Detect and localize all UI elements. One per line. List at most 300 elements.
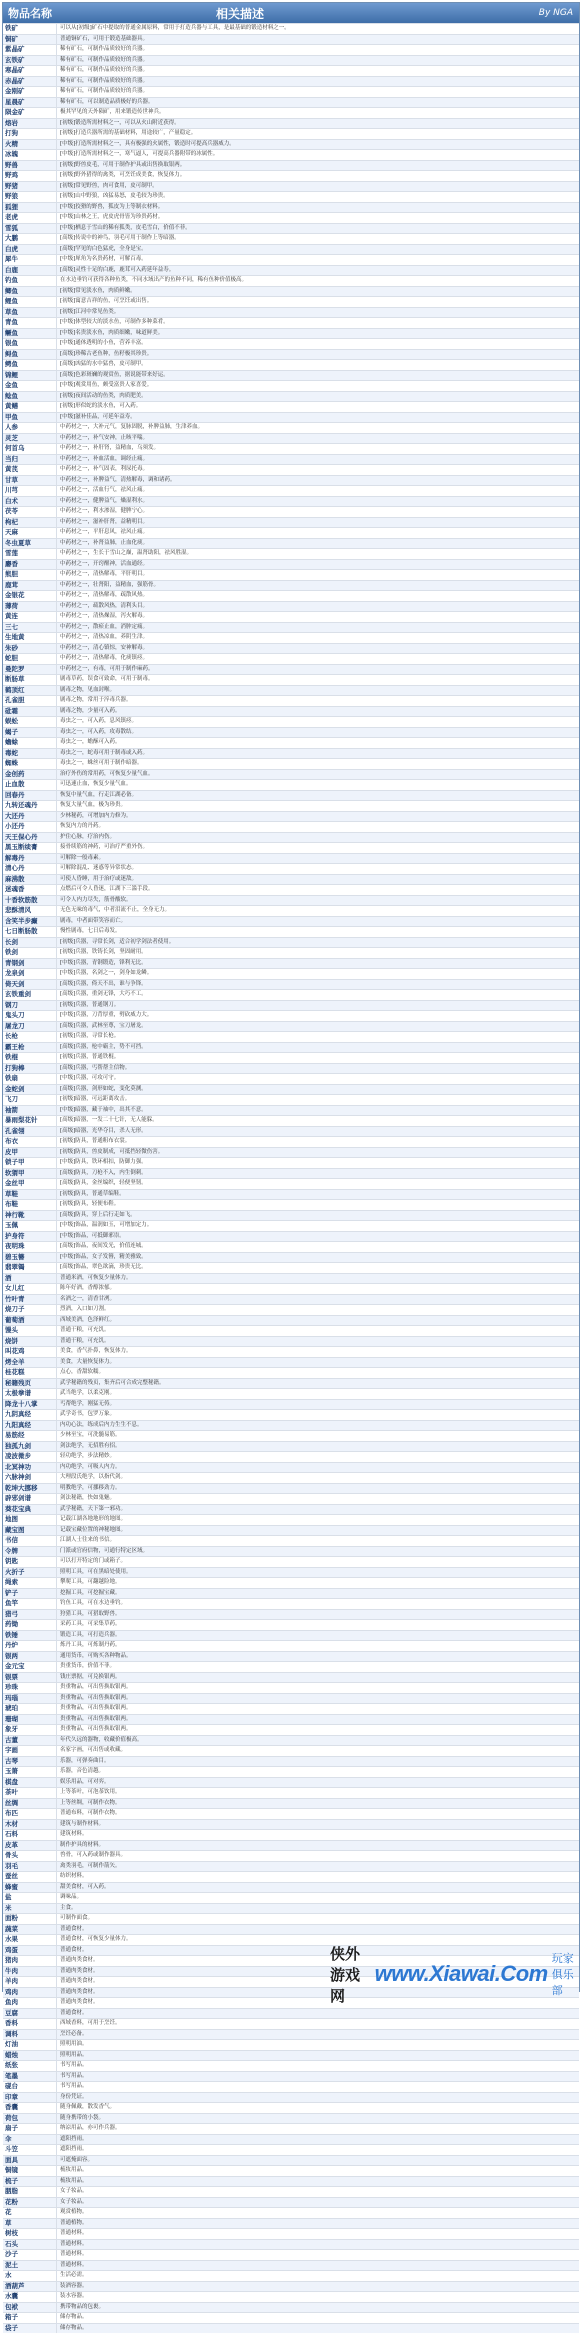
table-row xyxy=(3,506,579,517)
table-row xyxy=(3,1010,579,1021)
table-row xyxy=(3,1262,579,1273)
item-description: [初级]兵器，普通铁棍。 xyxy=(57,1053,579,1063)
item-name: 铁锤 xyxy=(3,1631,57,1641)
item-description: 可迅速止血，恢复少量气血。 xyxy=(57,780,579,790)
table-row xyxy=(3,1777,579,1788)
table-row xyxy=(3,1609,579,1620)
table-row xyxy=(3,1042,579,1053)
item-name: 金刚矿 xyxy=(3,87,57,97)
item-name: 蟾蜍 xyxy=(3,738,57,748)
table-row xyxy=(3,1231,579,1242)
table-row xyxy=(3,1525,579,1536)
table-row xyxy=(3,1178,579,1189)
item-description: 剑法绝学，无招胜有招。 xyxy=(57,1442,579,1452)
item-name: 银鱼 xyxy=(3,339,57,349)
item-name: 树枝 xyxy=(3,2229,57,2239)
item-description: [初级]形似蛇的淡水鱼，可入药。 xyxy=(57,402,579,412)
item-description: 钱庄票据，可兑换银两。 xyxy=(57,1673,579,1683)
item-name: 孔雀翎 xyxy=(3,1127,57,1137)
item-description: 在水边垂钓可获得各种鱼类，不同水域出产的鱼种不同，稀有鱼种价值极高。 xyxy=(57,276,579,286)
item-name: 辟邪剑谱 xyxy=(3,1494,57,1504)
item-description: 普通食材，可恢复少量体力。 xyxy=(57,1935,579,1945)
item-name: 星晨矿 xyxy=(3,98,57,108)
item-name: 鲶鱼 xyxy=(3,392,57,402)
item-name: 龙泉剑 xyxy=(3,969,57,979)
item-description: 剧毒，中者面带笑容而亡。 xyxy=(57,917,579,927)
item-description: [中级]兵器，青钢锻造，锋利无比。 xyxy=(57,959,579,969)
item-name: 绳索 xyxy=(3,1578,57,1588)
item-name: 鱼肉 xyxy=(3,1998,57,2008)
item-description: [高级]兵器，武林至尊，宝刀屠龙。 xyxy=(57,1022,579,1032)
item-name: 调料 xyxy=(3,2030,57,2040)
item-name: 麝香 xyxy=(3,560,57,570)
item-name: 朱砂 xyxy=(3,644,57,654)
item-name: 叫花鸡 xyxy=(3,1347,57,1357)
table-row xyxy=(3,1378,579,1389)
table-row xyxy=(3,1399,579,1410)
item-description: [中级]通体透明的小鱼，营养丰富。 xyxy=(57,339,579,349)
table-row xyxy=(3,811,579,822)
table-row xyxy=(3,1346,579,1357)
table-row xyxy=(3,44,579,55)
item-name: 天王保心丹 xyxy=(3,833,57,843)
table-row xyxy=(3,380,579,391)
item-name: 钥匙 xyxy=(3,1557,57,1567)
item-description: [高级]珍稀古老鱼种，鱼籽极其珍贵。 xyxy=(57,350,579,360)
item-description: 接骨续筋的神药，可治疗严重外伤。 xyxy=(57,843,579,853)
table-row xyxy=(3,622,579,633)
item-description: 中药材之一，清心镇惊，安神解毒。 xyxy=(57,644,579,654)
item-description: 中药材之一，生长于雪山之巅，温肾助阳，祛风胜湿。 xyxy=(57,549,579,559)
item-name: 甘草 xyxy=(3,476,57,486)
table-row xyxy=(3,1493,579,1504)
table-row xyxy=(3,338,579,349)
item-description: 贵重货币，价值不菲。 xyxy=(57,1662,579,1672)
table-row xyxy=(3,2312,579,2323)
item-description: 普通干粮，可充饥。 xyxy=(57,1337,579,1347)
item-name: 川芎 xyxy=(3,486,57,496)
item-name: 茶叶 xyxy=(3,1788,57,1798)
item-description: 中药材之一，清热解毒，化痰镇痉。 xyxy=(57,654,579,664)
table-row xyxy=(3,55,579,66)
item-description: 中药材之一，活血行气，祛风止痛。 xyxy=(57,486,579,496)
item-description: 剧毒草药，误食可致命，可用于制毒。 xyxy=(57,675,579,685)
item-description: 随身佩戴，散发香气。 xyxy=(57,2103,579,2113)
item-name: 铜镜 xyxy=(3,2166,57,2176)
item-name: 灵芝 xyxy=(3,434,57,444)
item-name: 银两 xyxy=(3,1652,57,1662)
item-name: 软猬甲 xyxy=(3,1169,57,1179)
item-description: 储存物品。 xyxy=(57,2324,579,2333)
item-description: [初级]防具，普通粗布衣裳。 xyxy=(57,1137,579,1147)
item-description: 普通干粮，可充饥。 xyxy=(57,1326,579,1336)
item-name: 玉箫 xyxy=(3,1767,57,1777)
item-description: 可令人内力尽失，筋骨酸软。 xyxy=(57,896,579,906)
item-name: 胭脂 xyxy=(3,2187,57,2197)
item-description: [高级]防具，金丝编织，轻便坚韧。 xyxy=(57,1179,579,1189)
item-name: 药锄 xyxy=(3,1620,57,1630)
item-description: 内功绝学，可吸人内力。 xyxy=(57,1463,579,1473)
item-name: 甲鱼 xyxy=(3,413,57,423)
item-name: 大还丹 xyxy=(3,812,57,822)
item-description: [高级]兵器，枪中霸主，势不可挡。 xyxy=(57,1043,579,1053)
item-name: 铜矿 xyxy=(3,35,57,45)
table-row xyxy=(3,1997,579,2008)
table-row xyxy=(3,1892,579,1903)
table-row xyxy=(3,370,579,381)
item-description: 中药材之一，壮肾阳，益精血，强筋骨。 xyxy=(57,581,579,591)
item-description: 装酒容器。 xyxy=(57,2282,579,2292)
item-description: [初级]寓意吉祥的鱼，可烹饪或出售。 xyxy=(57,297,579,307)
item-name: 金蛇剑 xyxy=(3,1085,57,1095)
item-description: [中级]兵器，刀背厚重，劈砍威力大。 xyxy=(57,1011,579,1021)
item-name: 老虎 xyxy=(3,213,57,223)
item-name: 钢刀 xyxy=(3,1001,57,1011)
table-row xyxy=(3,832,579,843)
table-row xyxy=(3,170,579,181)
item-description: 上等丝绸，可制作衣物。 xyxy=(57,1799,579,1809)
item-description: 护住心脉，疗治内伤。 xyxy=(57,833,579,843)
item-description: [初级]野兽皮毛，可用于制作护具或出售换取银两。 xyxy=(57,161,579,171)
item-description: 极其罕见的天外陨矿，用来锻造传世神兵。 xyxy=(57,108,579,118)
table-row xyxy=(3,97,579,108)
table-row xyxy=(3,317,579,328)
item-name: 酒 xyxy=(3,1274,57,1284)
table-row xyxy=(3,1861,579,1872)
item-description: 记载江湖各地地形的地图。 xyxy=(57,1515,579,1525)
item-name: 屠龙刀 xyxy=(3,1022,57,1032)
item-name: 鱼竿 xyxy=(3,1599,57,1609)
item-name: 蜡烛 xyxy=(3,2051,57,2061)
table-row xyxy=(3,1567,579,1578)
item-description: 锻造工具，可打造兵器。 xyxy=(57,1631,579,1641)
table-row xyxy=(3,1714,579,1725)
item-name: 酒葫芦 xyxy=(3,2282,57,2292)
table-row xyxy=(3,76,579,87)
item-name: 青鱼 xyxy=(3,318,57,328)
item-description: [中级]名贵淡水鱼，肉质细嫩，味道鲜美。 xyxy=(57,329,579,339)
item-description: [初级]防具，普通草编鞋。 xyxy=(57,1190,579,1200)
table-row xyxy=(3,454,579,465)
table-row xyxy=(3,1661,579,1672)
item-name: 碧玉簪 xyxy=(3,1253,57,1263)
table-row xyxy=(3,2123,579,2134)
item-description: 女子妆品。 xyxy=(57,2198,579,2208)
table-row xyxy=(3,1094,579,1105)
column-header-name: 物品名称 xyxy=(3,5,57,21)
item-name: 鲤鱼 xyxy=(3,297,57,307)
table-row xyxy=(3,769,579,780)
item-description: 贵重物品，可出售换取银两。 xyxy=(57,1704,579,1714)
item-description: [高级]饰品，翠色欲滴，珍贵无比。 xyxy=(57,1263,579,1273)
item-description: 毒虫之一，蛛丝可用于制作暗器。 xyxy=(57,759,579,769)
table-row xyxy=(3,2197,579,2208)
item-name: 玉佩 xyxy=(3,1221,57,1231)
item-description: [初级]常见淡水鱼，肉质鲜嫩。 xyxy=(57,287,579,297)
table-row xyxy=(3,884,579,895)
item-name: 荷包 xyxy=(3,2114,57,2124)
table-row xyxy=(3,1304,579,1315)
item-name: 丝绸 xyxy=(3,1799,57,1809)
item-name: 北冥神功 xyxy=(3,1463,57,1473)
item-description: 毒虫之一，蟾酥可入药。 xyxy=(57,738,579,748)
item-description: 恢复大量气血，极为珍贵。 xyxy=(57,801,579,811)
item-description: 贵重物品，可出售换取银两。 xyxy=(57,1725,579,1735)
item-name: 鲫鱼 xyxy=(3,287,57,297)
item-description: [中级]饰品，温润如玉，可增加定力。 xyxy=(57,1221,579,1231)
watermark-tag: 玩家俱乐部 xyxy=(552,1950,580,1998)
table-row xyxy=(3,979,579,990)
item-description: [中级]打造所需材料之一，具有极强的火属性，锻造时可提高兵器威力。 xyxy=(57,140,579,150)
item-description: 中药材之一，清热解毒，疏散风热。 xyxy=(57,591,579,601)
table-row xyxy=(3,895,579,906)
item-description: [高级]传说中的神鸟，羽毛可用于制作上等暗器。 xyxy=(57,234,579,244)
table-row xyxy=(3,107,579,118)
item-name: 清心丹 xyxy=(3,864,57,874)
item-description: 储存物品。 xyxy=(57,2313,579,2323)
item-name: 石头 xyxy=(3,2240,57,2250)
item-name: 七日断肠散 xyxy=(3,927,57,937)
item-description: 书写用品。 xyxy=(57,2061,579,2071)
item-name: 烧饼 xyxy=(3,1337,57,1347)
item-name: 断肠草 xyxy=(3,675,57,685)
table-row xyxy=(3,286,579,297)
item-description: 剧毒之物，常用于淬毒兵器。 xyxy=(57,696,579,706)
table-row xyxy=(3,1073,579,1084)
table-row xyxy=(3,1210,579,1221)
item-name: 黄芪 xyxy=(3,465,57,475)
item-name: 雪莲 xyxy=(3,549,57,559)
item-description: 中药材之一，有毒，可用于制作麻药。 xyxy=(57,665,579,675)
item-name: 象牙 xyxy=(3,1725,57,1735)
item-name: 独孤九剑 xyxy=(3,1442,57,1452)
table-row xyxy=(3,611,579,622)
table-row xyxy=(3,1105,579,1116)
table-row xyxy=(3,580,579,591)
item-description: [高级]兵器，重剑无锋，大巧不工。 xyxy=(57,990,579,1000)
item-name: 解毒丹 xyxy=(3,854,57,864)
item-description: [中级]滋补佳品，可延年益寿。 xyxy=(57,413,579,423)
table-row xyxy=(3,664,579,675)
item-description: 遮阳挡雨。 xyxy=(57,2145,579,2155)
item-description: [高级]防具，刀枪不入，内生倒刺。 xyxy=(57,1169,579,1179)
item-description: 恢复内力的丹药。 xyxy=(57,822,579,832)
item-description: 剑法秘籍，快如鬼魅。 xyxy=(57,1494,579,1504)
item-description: 剧毒之物，少量可入药。 xyxy=(57,707,579,717)
table-row xyxy=(3,1031,579,1042)
item-name: 砚台 xyxy=(3,2082,57,2092)
item-description: 梳妆用品。 xyxy=(57,2177,579,2187)
table-row xyxy=(3,527,579,538)
item-description: 稀有矿石，可制作品质较好的兵器。 xyxy=(57,77,579,87)
table-row xyxy=(3,968,579,979)
item-name: 袖箭 xyxy=(3,1106,57,1116)
table-row xyxy=(3,191,579,202)
item-description: 丐帮绝学，刚猛无俦。 xyxy=(57,1400,579,1410)
table-row xyxy=(3,674,579,685)
item-description: [中级]山林之王，虎皮虎骨皆为珍贵药材。 xyxy=(57,213,579,223)
item-description: 挖掘工具，可挖掘宝藏。 xyxy=(57,1589,579,1599)
item-name: 含笑半步癫 xyxy=(3,917,57,927)
item-name: 火精 xyxy=(3,140,57,150)
item-name: 蔬菜 xyxy=(3,1925,57,1935)
table-row xyxy=(3,1535,579,1546)
item-description: 武学奇书，包罗万象。 xyxy=(57,1410,579,1420)
table-row xyxy=(3,433,579,444)
item-description: [初级]防具，轻便布鞋。 xyxy=(57,1200,579,1210)
item-name: 锁子甲 xyxy=(3,1158,57,1168)
table-row xyxy=(3,65,579,76)
item-name: 水果 xyxy=(3,1935,57,1945)
table-row xyxy=(3,223,579,234)
item-description: 烈酒，入口如刀割。 xyxy=(57,1305,579,1315)
item-name: 草鱼 xyxy=(3,308,57,318)
item-name: 纸张 xyxy=(3,2061,57,2071)
item-description: 通用货币，可购买各种物品。 xyxy=(57,1652,579,1662)
item-name: 布匹 xyxy=(3,1809,57,1819)
item-description: 乐器，可弹奏曲目。 xyxy=(57,1757,579,1767)
item-description: 中药材之一，健脾益气，燥湿利水。 xyxy=(57,497,579,507)
item-name: 丹炉 xyxy=(3,1641,57,1651)
item-description: 可以从[初级]矿石中提取的普通金属原料，常用于打造兵器与工具，是最基础的锻造材料之一。 xyxy=(57,24,579,34)
item-name: 箱子 xyxy=(3,2313,57,2323)
item-name: 回春丹 xyxy=(3,791,57,801)
item-name: 香料 xyxy=(3,2019,57,2029)
item-description: 武学秘籍的残页，集齐后可合成完整秘籍。 xyxy=(57,1379,579,1389)
item-name: 古董 xyxy=(3,1736,57,1746)
item-description: [中级]打造所需材料之一，寒气逼人，可提高兵器附带的冰属性。 xyxy=(57,150,579,160)
item-name: 毒蛇 xyxy=(3,749,57,759)
item-description: 普通材料。 xyxy=(57,2240,579,2250)
item-description: [中级]防具，铁环相扣，防御力强。 xyxy=(57,1158,579,1168)
item-description: [中级]兵器，可攻可守。 xyxy=(57,1074,579,1084)
item-name: 鸡蛋 xyxy=(3,1946,57,1956)
table-row xyxy=(3,2029,579,2040)
item-description: [初级]暗器，可远距离攻击。 xyxy=(57,1095,579,1105)
item-name: 狐狸 xyxy=(3,203,57,213)
item-name: 竹叶青 xyxy=(3,1295,57,1305)
item-description: 装水容器。 xyxy=(57,2292,579,2302)
item-name: 何首乌 xyxy=(3,444,57,454)
item-description: 身份凭证。 xyxy=(57,2093,579,2103)
table-row xyxy=(3,2102,579,2113)
item-name: 草 xyxy=(3,2219,57,2229)
table-row xyxy=(3,2081,579,2092)
table-row xyxy=(3,139,579,150)
item-description: 稀有矿石，可制作品质较好的兵器。 xyxy=(57,87,579,97)
table-row xyxy=(3,1672,579,1683)
item-description: 烹饪必备。 xyxy=(57,2030,579,2040)
item-description: 中药材之一，补肾益肺，止血化痰。 xyxy=(57,539,579,549)
table-row xyxy=(3,1756,579,1767)
item-description: 毒虫之一，可入药，攻毒散结。 xyxy=(57,728,579,738)
item-name: 赤晶矿 xyxy=(3,77,57,87)
item-description: 剧毒之物，见血封喉。 xyxy=(57,686,579,696)
table-row xyxy=(3,1630,579,1641)
table-row xyxy=(3,149,579,160)
item-description: 江湖人士往来的书信。 xyxy=(57,1536,579,1546)
item-description: 美食，大量恢复体力。 xyxy=(57,1358,579,1368)
item-name: 令牌 xyxy=(3,1547,57,1557)
table-row xyxy=(3,2302,579,2313)
item-description: 炼丹工具，可炼制丹药。 xyxy=(57,1641,579,1651)
table-row xyxy=(3,538,579,549)
item-name: 人参 xyxy=(3,423,57,433)
table-row xyxy=(3,244,579,255)
item-name: 玄铁矿 xyxy=(3,56,57,66)
table-row xyxy=(3,874,579,885)
item-description: [中级]犀角为名贵药材，可解百毒。 xyxy=(57,255,579,265)
watermark-url: www.Xiawai.Com xyxy=(375,1961,548,1987)
item-name: 九阳真经 xyxy=(3,1421,57,1431)
table-row xyxy=(3,1913,579,1924)
item-description: 少林秘药，可增加内力修为。 xyxy=(57,812,579,822)
item-description: 中药材之一，补肝肾，益精血，乌须发。 xyxy=(57,444,579,454)
item-name: 玛瑙 xyxy=(3,1694,57,1704)
watermark xyxy=(330,1956,580,1992)
table-row xyxy=(3,307,579,318)
item-description: 贵重物品，可出售换取银两。 xyxy=(57,1715,579,1725)
item-description: [初级]兵器，铁铸长剑，坚固耐用。 xyxy=(57,948,579,958)
table-row xyxy=(3,349,579,360)
item-name: 葵花宝典 xyxy=(3,1505,57,1515)
item-name: 银票 xyxy=(3,1673,57,1683)
item-name: 孔雀胆 xyxy=(3,696,57,706)
item-description: 轻功绝学，步法精妙。 xyxy=(57,1452,579,1462)
item-description: [高级]暗器，一发二十七针，无人能躲。 xyxy=(57,1116,579,1126)
table-row xyxy=(3,2050,579,2061)
table-row xyxy=(3,2176,579,2187)
item-description: 中药材之一，疏散风热，清利头目。 xyxy=(57,602,579,612)
item-name: 牛肉 xyxy=(3,1967,57,1977)
item-name: 水 xyxy=(3,2271,57,2281)
item-name: 乾坤大挪移 xyxy=(3,1484,57,1494)
item-description: [初级]常见野兽，肉可食用，皮可制甲。 xyxy=(57,182,579,192)
item-description: 毒虫之一，可入药，息风镇痉。 xyxy=(57,717,579,727)
item-name: 斗笠 xyxy=(3,2145,57,2155)
table-row xyxy=(3,254,579,265)
table-row xyxy=(3,1934,579,1945)
table-row xyxy=(3,1598,579,1609)
item-name: 熊胆 xyxy=(3,570,57,580)
item-name: 米 xyxy=(3,1904,57,1914)
item-description: 中药材之一，散瘀止血，消肿定痛。 xyxy=(57,623,579,633)
item-description: 可遮掩面容。 xyxy=(57,2156,579,2166)
item-name: 寒晶矿 xyxy=(3,66,57,76)
item-description: 记载宝藏位置的神秘地图。 xyxy=(57,1526,579,1536)
item-description: 中药材之一，清热燥湿，泻火解毒。 xyxy=(57,612,579,622)
item-description: 贵重物品，可出售换取银两。 xyxy=(57,1683,579,1693)
item-name: 当归 xyxy=(3,455,57,465)
table-row xyxy=(3,275,579,286)
item-name: 铁剑 xyxy=(3,948,57,958)
table-row xyxy=(3,2186,579,2197)
item-name: 蚕丝 xyxy=(3,1872,57,1882)
table-row xyxy=(3,233,579,244)
item-description: 乐器，音色清越。 xyxy=(57,1767,579,1777)
item-name: 金丝甲 xyxy=(3,1179,57,1189)
item-description: 狩猎工具，可猎取野兽。 xyxy=(57,1610,579,1620)
item-name: 麻沸散 xyxy=(3,875,57,885)
item-description: 稀有矿石，可制作品质较好的兵器。 xyxy=(57,56,579,66)
item-name: 鸡肉 xyxy=(3,1988,57,1998)
table-row xyxy=(3,1472,579,1483)
table-row xyxy=(3,2039,579,2050)
table-row xyxy=(3,1189,579,1200)
table-row xyxy=(3,1388,579,1399)
item-name: 打狗棒 xyxy=(3,1064,57,1074)
table-header xyxy=(3,3,579,23)
